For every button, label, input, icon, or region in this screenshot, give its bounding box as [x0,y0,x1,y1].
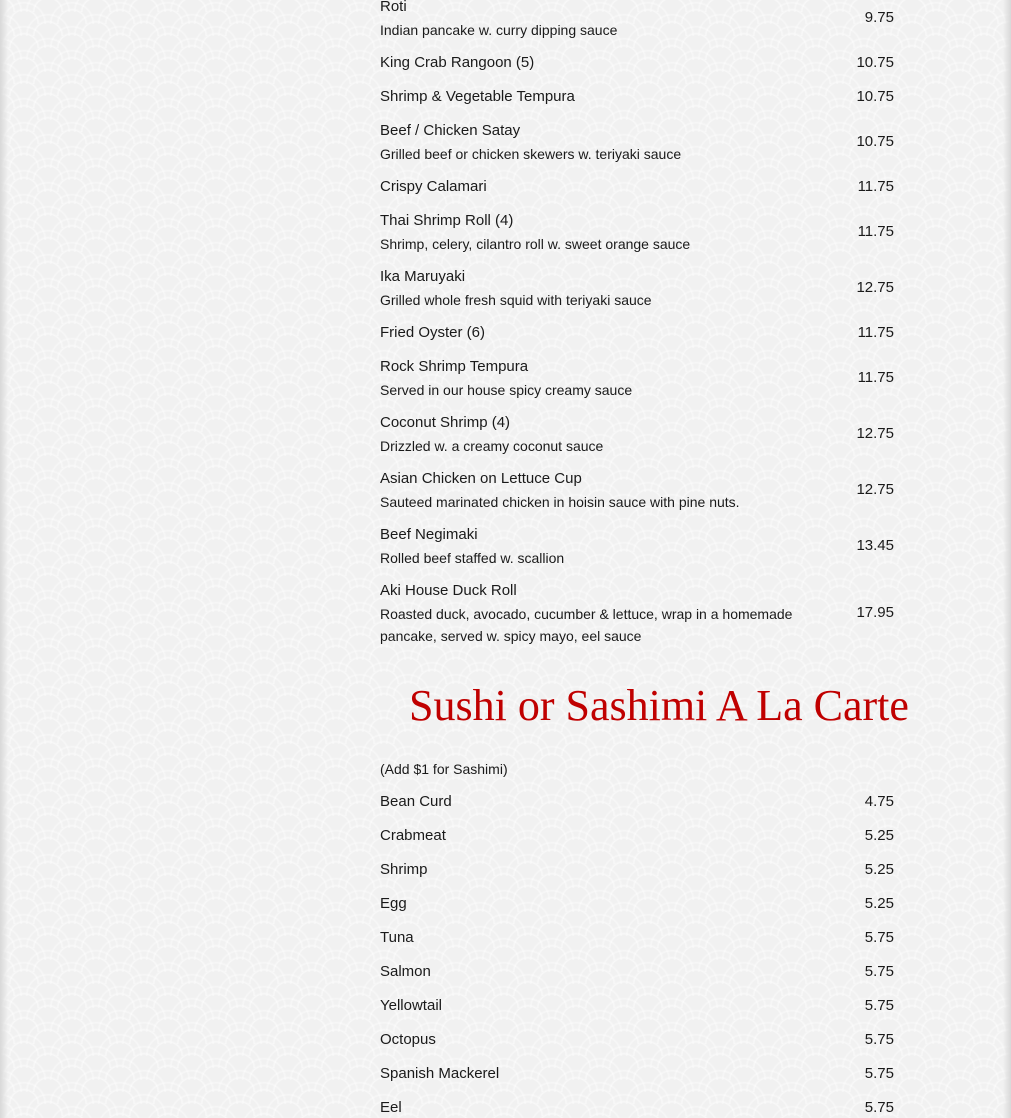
menu-item-name: Crispy Calamari [380,178,487,195]
menu-item-shrimp [380,861,894,881]
menu-item-price: 9.75 [864,9,894,26]
menu-item-price: 5.75 [864,1099,894,1116]
menu-item-shrimp-vegetable-tempura [380,88,894,108]
menu-item-price: 5.75 [864,997,894,1014]
page-edge-left [0,0,8,1118]
menu-item-name: Crabmeat [380,827,446,844]
menu-item-description: Indian pancake w. curry dipping sauce [380,22,618,38]
menu-item-price: 5.25 [864,827,894,844]
menu-item-price: 5.75 [864,963,894,980]
menu-item-crispy-calamari [380,178,894,198]
menu-item-price: 4.75 [864,793,894,810]
menu-item-price: 17.95 [856,604,894,621]
menu-item-price: 10.75 [856,88,894,105]
menu-item-name: Coconut Shrimp (4) [380,414,511,431]
menu-item-name: Shrimp [380,861,428,878]
menu-item-name: Tuna [380,929,414,946]
menu-item-name: King Crab Rangoon (5) [380,54,535,71]
menu-item-price: 5.25 [864,895,894,912]
menu-item-beef-chicken-satay [380,122,894,166]
menu-item-rock-shrimp-tempura [380,358,894,402]
menu-item-name: Spanish Mackerel [380,1065,500,1082]
menu-item-name: Egg [380,895,407,912]
menu-item-thai-shrimp-roll [380,212,894,256]
menu-item-roti [380,0,894,44]
menu-item-price: 11.75 [857,223,894,240]
menu-item-tuna [380,929,894,949]
menu-item-price: 10.75 [856,54,894,71]
menu-item-description: Drizzled w. a creamy coconut sauce [380,438,604,454]
menu-item-description: Roasted duck, avocado, cucumber & lettuce, wrap in a homemade pancake, served w. spicy mayo, eel sauce [380,606,793,644]
menu-item-name: Shrimp & Vegetable Tempura [380,88,575,105]
menu-item-price: 5.75 [864,1031,894,1048]
menu-item-price: 12.75 [856,279,894,296]
menu-item-aki-house-duck-roll [380,582,894,648]
menu-item-price: 11.75 [857,369,894,386]
menu-item-name: Yellowtail [380,997,442,1014]
section-note-sashimi-surcharge: (Add $1 for Sashimi) [380,761,508,777]
menu-item-crabmeat [380,827,894,847]
menu-item-eel [380,1099,894,1118]
menu-item-ika-maruyaki [380,268,894,312]
menu-item-price: 11.75 [857,178,894,195]
menu-item-price: 5.25 [864,861,894,878]
menu-item-name: Thai Shrimp Roll (4) [380,212,514,229]
menu-item-name: Beef / Chicken Satay [380,122,521,139]
menu-item-bean-curd [380,793,894,813]
section-title-sushi-sashimi: Sushi or Sashimi A La Carte [409,681,909,730]
menu-item-description: Shrimp, celery, cilantro roll w. sweet orange sauce [380,236,691,252]
menu-item-coconut-shrimp [380,414,894,458]
menu-item-yellowtail [380,997,894,1017]
menu-item-price: 12.75 [856,425,894,442]
menu-item-name: Bean Curd [380,793,452,810]
menu-item-name: Beef Negimaki [380,526,478,543]
menu-item-king-crab-rangoon [380,54,894,74]
menu-item-price: 13.45 [856,537,894,554]
menu-item-price: 10.75 [856,133,894,150]
menu-item-description: Served in our house spicy creamy sauce [380,382,633,398]
menu-item-description: Grilled beef or chicken skewers w. teriyaki sauce [380,146,682,162]
menu-item-description: Grilled whole fresh squid with teriyaki sauce [380,292,652,308]
menu-item-price: 12.75 [856,481,894,498]
menu-item-fried-oyster [380,324,894,344]
menu-item-egg [380,895,894,915]
menu-item-beef-negimaki [380,526,894,570]
menu-item-name: Salmon [380,963,431,980]
menu-item-price: 11.75 [857,324,894,341]
menu-item-description: Sauteed marinated chicken in hoisin sauce with pine nuts. [380,494,740,510]
menu-item-name: Fried Oyster (6) [380,324,486,341]
menu-item-name: Eel [380,1099,402,1116]
menu-item-salmon [380,963,894,983]
menu-item-name: Roti [380,0,407,15]
menu-item-spanish-mackerel [380,1065,894,1085]
menu-item-price: 5.75 [864,1065,894,1082]
menu-item-octopus [380,1031,894,1051]
menu-item-name: Rock Shrimp Tempura [380,358,529,375]
menu-item-name: Aki House Duck Roll [380,582,517,599]
menu-item-name: Octopus [380,1031,436,1048]
page-edge-right [1003,0,1011,1118]
menu-item-asian-chicken-lettuce-cup [380,470,894,514]
menu-item-description: Rolled beef staffed w. scallion [380,550,565,566]
menu-item-name: Asian Chicken on Lettuce Cup [380,470,582,487]
menu-item-name: Ika Maruyaki [380,268,466,285]
menu-item-price: 5.75 [864,929,894,946]
